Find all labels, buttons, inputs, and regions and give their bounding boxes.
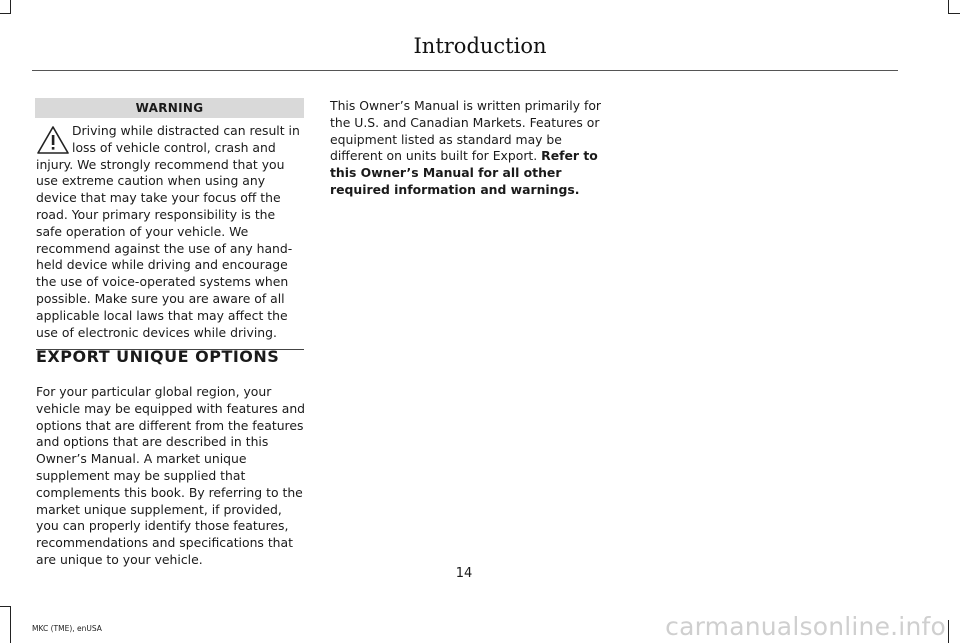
crop-mark-top-left: [10, 0, 11, 14]
intro-text: This Owner’s Manual is written primarily for the U.S. and Canadian Markets. Features or equipment listed as standard may be different on units built for Export.: [330, 98, 602, 164]
page-title: Introduction: [413, 34, 547, 58]
section-heading-export: EXPORT UNIQUE OPTIONS: [36, 347, 280, 366]
warning-body: [36, 123, 304, 350]
page-number: 14: [455, 566, 473, 581]
crop-mark-top-right: [948, 13, 960, 14]
crop-mark-bottom-left: [10, 606, 11, 643]
warning-triangle-icon: [36, 125, 70, 155]
intro-paragraph: [330, 98, 602, 199]
warning-box: [36, 98, 304, 350]
crop-mark-bottom-left: [0, 606, 11, 607]
warning-heading: WARNING: [35, 98, 304, 118]
header-divider: [32, 70, 898, 71]
crop-mark-bottom-right: [948, 620, 949, 643]
document-label: MKC (TME), enUSA: [32, 624, 102, 633]
warning-text: Driving while distracted can result in loss of vehicle control, crash and injury. We strongly recommend that you use extreme caution when using any device that may take your focus off the road. Your primary responsibility is the safe operation of your vehicle. We recommend against the use of any hand-held device while driving and encourage the use of voice-operated systems when possible. Make sure you are aware of all applicable local laws that may affect the use of electronic devices while driving.: [36, 123, 300, 340]
crop-mark-top-left: [0, 13, 11, 14]
export-paragraph: For your particular global region, your vehicle may be equipped with features and options that are different from the features and options that are described in this Owner’s Manual. A market unique supplement may be supplied that complements this book. By referring to the market unique supplement, if provided, you can properly identify those features, recommendations and specifications that are unique to your vehicle.: [36, 384, 306, 567]
intro-bold-text: Refer to this Owner’s Manual for all other required information and warnings.: [330, 148, 598, 197]
crop-mark-top-right: [948, 0, 949, 14]
watermark-text: carmanualsonline.info: [665, 612, 946, 641]
